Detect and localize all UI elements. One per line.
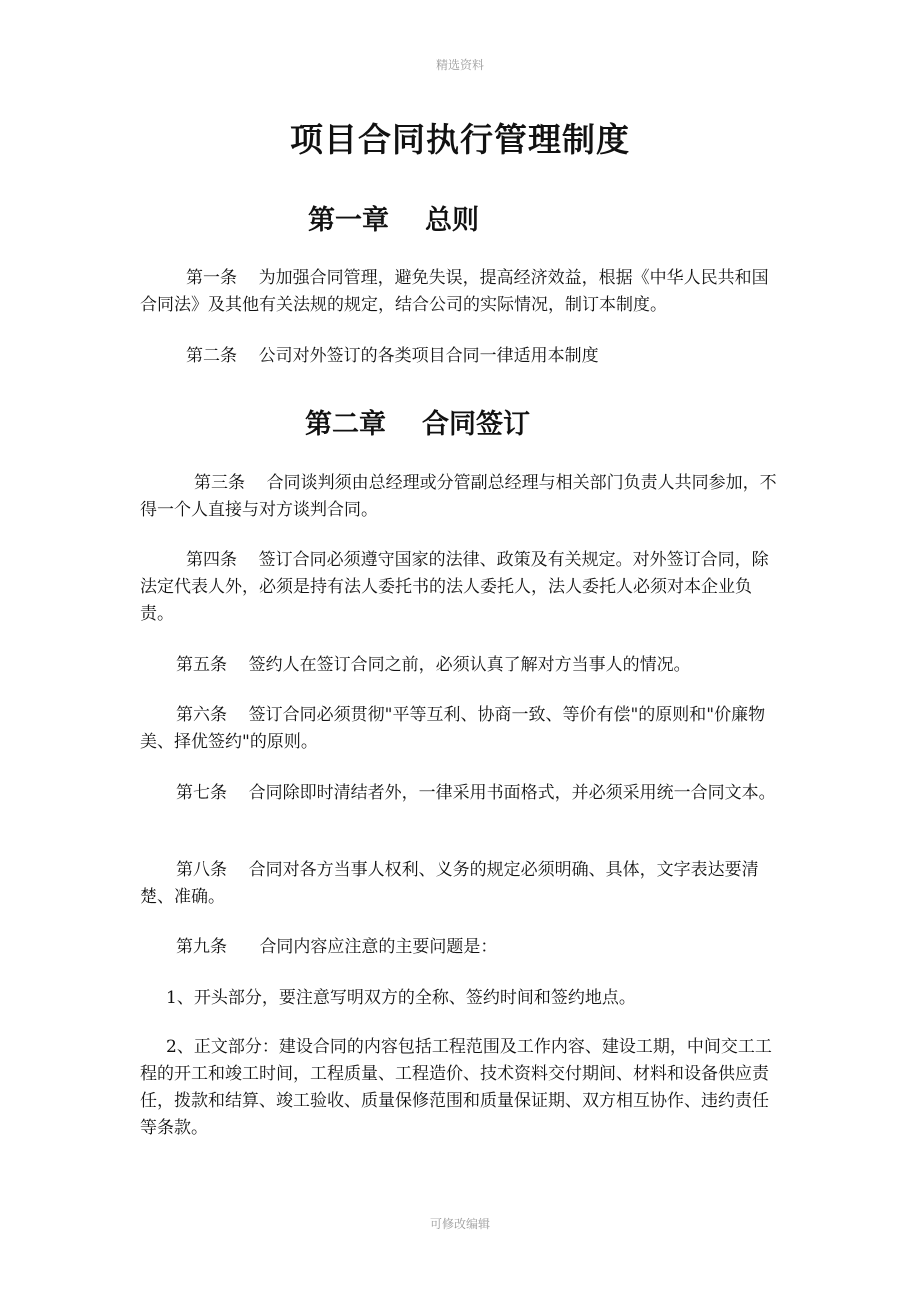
chapter-2-number: 第二章 [305,409,386,440]
article-5-text: 签约人在签订合同之前，必须认真了解对方当事人的情况。 [248,655,691,675]
article-7 [140,780,780,807]
article-6-number: 第六条 [176,705,227,725]
chapter-1-heading [308,198,479,237]
article-4-number: 第四条 [186,550,237,570]
article-8 [140,857,780,911]
article-9-text: 合同内容应注意的主要问题是： [259,937,498,957]
chapter-1-number: 第一章 [308,205,389,236]
article-4 [140,547,780,628]
article-2-text: 公司对外签订的各类项目合同一律适用本制度 [258,346,599,366]
list-item-1: 1、开头部分，要注意写明双方的全称、签约时间和签约地点。 [166,988,636,1008]
article-8-number: 第八条 [176,860,227,880]
article-7-number: 第七条 [176,783,227,803]
article-3 [140,470,780,524]
header-note: 精选资料 [435,58,484,72]
article-2 [140,343,780,370]
article-9 [140,934,780,961]
chapter-2-heading [305,402,530,441]
article-1-text: 为加强合同管理，避免失误，提高经济效益，根据《中华人民共和国合同法》及其他有关法规的规定，结合公司的实际情况，制订本制度。 [140,268,769,315]
article-5-number: 第五条 [176,655,227,675]
article-1 [140,265,780,319]
chapter-2-name: 合同签订 [422,409,530,440]
article-9-number: 第九条 [176,937,227,957]
article-5 [140,652,780,679]
article-7-text: 合同除即时清结者外，一律采用书面格式，并必须采用统一合同文本。 [248,783,776,803]
article-6 [140,702,780,756]
article-8-text: 合同对各方当事人权利、义务的规定必须明确、具体，文字表达要清楚、准确。 [140,860,759,907]
article-3-number: 第三条 [194,473,245,493]
chapter-1-name: 总则 [425,205,479,236]
document-title: 项目合同执行管理制度 [290,120,630,159]
article-3-text: 合同谈判须由总经理或分管副总经理与相关部门负责人共同参加，不得一个人直接与对方谈判合同。 [140,473,777,520]
list-item-2: 2、正文部分：建设合同的内容包括工程范围及工作内容、建设工期，中间交工工程的开工和竣工时间，工程质量、工程造价、技术资料交付期间、材料和设备供应责任，拨款和结算、竣工验收、质量保修范围和质量保证期、双方相互协作、违约责任等条款。 [140,1037,772,1138]
article-6-text: 签订合同必须贯彻"平等互利、协商一致、等价有偿"的原则和"价廉物美、择优签约"的原则。 [140,705,766,752]
article-1-number: 第一条 [186,268,237,288]
footer-note: 可修改编辑 [429,1217,490,1231]
article-4-text: 签订合同必须遵守国家的法律、政策及有关规定。对外签订合同，除法定代表人外，必须是持有法人委托书的法人委托人，法人委托人必须对本企业负责。 [140,550,769,624]
article-2-number: 第二条 [186,346,237,366]
